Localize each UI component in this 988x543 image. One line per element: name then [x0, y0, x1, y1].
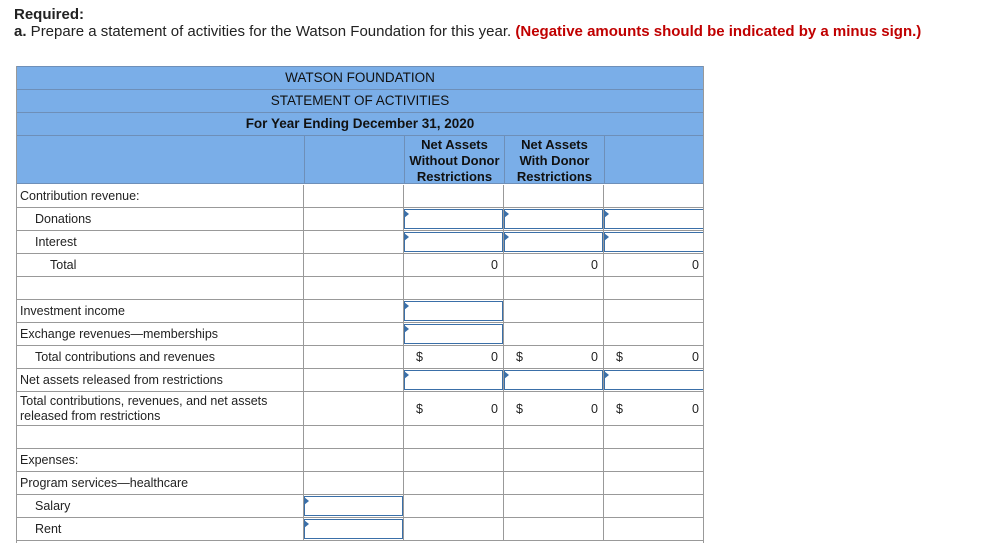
tcrr-total-dollar: $: [616, 402, 623, 416]
tcrr-without-dollar: $: [416, 402, 423, 416]
label-interest: Interest: [35, 235, 77, 249]
tcr-with-value: 0: [591, 350, 598, 364]
label-salary: Salary: [35, 499, 71, 513]
tcrr-with-dollar: $: [516, 402, 523, 416]
tcrr-with-value: 0: [591, 402, 598, 416]
label-contribution-revenue: Contribution revenue:: [20, 189, 140, 203]
total-without-value: 0: [491, 258, 498, 272]
statement-title: STATEMENT OF ACTIVITIES: [16, 89, 704, 113]
required-heading: Required:: [14, 6, 85, 23]
column-header-without-donor: Net Assets Without Donor Restrictions: [404, 136, 504, 183]
label-program-services: Program services—healthcare: [20, 476, 189, 490]
tcrr-total-value: 0: [692, 402, 699, 416]
instruction-letter: a.: [14, 23, 27, 40]
statement-period: For Year Ending December 31, 2020: [16, 112, 704, 136]
tcr-without-value: 0: [491, 350, 498, 364]
label-total-contrib-rev-released: Total contributions, revenues, and net assets released from restrictions: [20, 394, 268, 423]
instruction: [14, 23, 921, 40]
column-header-with-donor: Net Assets With Donor Restrictions: [504, 136, 604, 183]
label-total-contributions-revenues: Total contributions and revenues: [35, 350, 215, 364]
label-donations: Donations: [35, 212, 92, 226]
label-net-assets-released: Net assets released from restrictions: [20, 373, 223, 387]
label-investment-income: Investment income: [20, 304, 125, 318]
tcr-without-dollar: $: [416, 350, 423, 364]
tcr-total-value: 0: [692, 350, 699, 364]
tcr-with-dollar: $: [516, 350, 523, 364]
total-total-value: 0: [692, 258, 699, 272]
instruction-note: (Negative amounts should be indicated by a minus sign.): [515, 23, 922, 40]
label-exchange-revenues: Exchange revenues—memberships: [20, 327, 219, 341]
total-with-value: 0: [591, 258, 598, 272]
org-name: WATSON FOUNDATION: [16, 66, 704, 90]
label-total: Total: [50, 258, 77, 272]
instruction-text: Prepare a statement of activities for the Watson Foundation for this year.: [26, 23, 516, 40]
table-outline: [16, 66, 704, 543]
label-rent: Rent: [35, 522, 62, 536]
tcr-total-dollar: $: [616, 350, 623, 364]
label-expenses: Expenses:: [20, 453, 79, 467]
tcrr-without-value: 0: [491, 402, 498, 416]
